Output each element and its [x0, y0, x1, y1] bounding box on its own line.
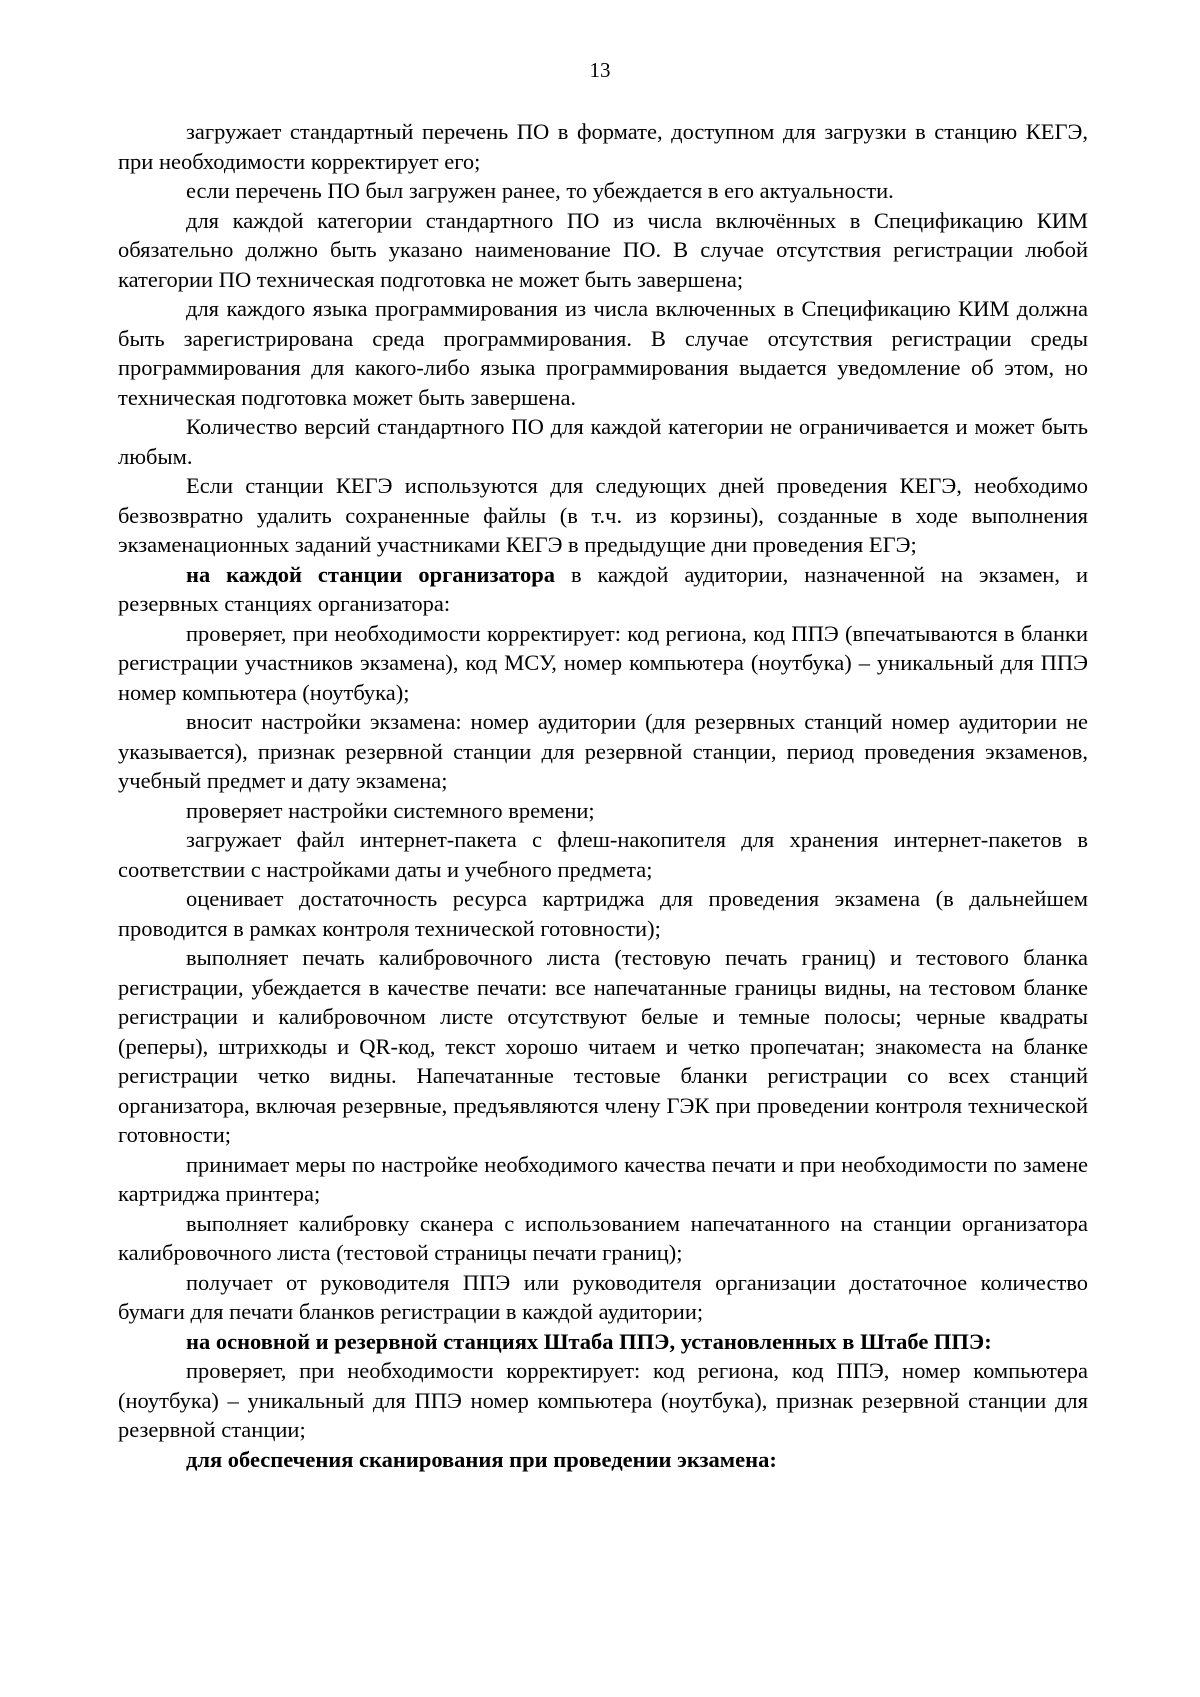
paragraph-text: в каждой аудитории, назначенной на экзамен, и резервных станциях организатора: — [118, 561, 1088, 616]
paragraph-calibration-print — [118, 943, 1088, 1150]
paragraph-text: проверяет настройки системного времени; — [186, 797, 595, 823]
paragraph-text: загружает стандартный перечень ПО в формате, доступном для загрузки в станцию КЕГЭ, при необходимости корректирует его; — [118, 119, 1088, 174]
paragraph-organizer-stations — [118, 560, 1088, 619]
paragraph-programming-environment — [118, 294, 1088, 412]
paragraph-scanner-calibration — [118, 1209, 1088, 1268]
paragraph-cartridge-resource — [118, 884, 1088, 943]
paragraph-text: выполняет печать калибровочного листа (тестовую печать границ) и тестового бланка регистрации, убеждается в качестве печати: все напечатанные границы видны, на тестовом бланке регистрации и калибровочном листе отсутствуют белые и темные полосы; черные квадраты (реперы), штрихкоды и QR-код, текст хорошо читаем и четко пропечатан; знакоместа на бланке регистрации четко видны. Напечатанные тестовые бланки регистрации со всех станций организатора, включая резервные, предъявляются члену ГЭК при проведении контроля технической готовности; — [118, 945, 1088, 1147]
paragraph-delete-files — [118, 471, 1088, 560]
page-number: 13 — [589, 58, 611, 82]
paragraph-internet-package — [118, 825, 1088, 884]
paragraph-text: проверяет, при необходимости корректирует: код региона, код ППЭ (впечатываются в бланки регистрации участников экзамена), код МСУ, номер компьютера (ноутбука) – уникальный для ППЭ номер компьютера (ноутбука); — [118, 620, 1088, 705]
paragraph-text: если перечень ПО был загружен ранее, то убеждается в его актуальности. — [186, 178, 894, 203]
paragraph-text: Количество версий стандартного ПО для каждой категории не ограничивается и может быть любым. — [118, 414, 1088, 469]
paragraph-scanning-heading — [118, 1445, 1088, 1475]
paragraph-text: загружает файл интернет-пакета с флеш-накопителя для хранения интернет-пакетов в соответствии с настройками даты и учебного предмета; — [118, 827, 1088, 882]
paragraph-check-region-code — [118, 619, 1088, 708]
document-body — [118, 117, 1088, 1474]
bold-heading: на основной и резервной станциях Штаба ППЭ, установленных в Штабе ППЭ: — [186, 1328, 992, 1354]
paragraph-check-relevance — [118, 176, 1088, 206]
paragraph-software-versions — [118, 412, 1088, 471]
paragraph-hq-stations — [118, 1327, 1088, 1357]
paragraph-paper-supply — [118, 1268, 1088, 1327]
paragraph-text: выполняет калибровку сканера с использованием напечатанного на станции организатора калибровочного листа (тестовой страницы печати границ); — [118, 1210, 1088, 1265]
paragraph-software-category — [118, 206, 1088, 295]
bold-heading: на каждой станции организатора — [186, 561, 555, 587]
paragraph-system-time — [118, 796, 1088, 826]
paragraph-print-quality — [118, 1150, 1088, 1209]
paragraph-text: получает от руководителя ППЭ или руководителя организации достаточное количество бумаги для печати бланков регистрации в каждой аудитории; — [118, 1269, 1088, 1324]
paragraph-hq-check-codes — [118, 1356, 1088, 1445]
paragraph-text: принимает меры по настройке необходимого качества печати и при необходимости по замене картриджа принтера; — [118, 1151, 1088, 1206]
paragraph-text: вносит настройки экзамена: номер аудитории (для резервных станций номер аудитории не указывается), признак резервной станции для резервной станции, период проведения экзаменов, учебный предмет и дату экзамена; — [118, 709, 1088, 793]
paragraph-text: для каждой категории стандартного ПО из числа включённых в Спецификацию КИМ обязательно должно быть указано наименование ПО. В случае отсутствия регистрации любой категории ПО техническая подготовка не может быть завершена; — [118, 207, 1088, 292]
paragraph-text: Если станции КЕГЭ используются для следующих дней проведения КЕГЭ, необходимо безвозвратно удалить сохраненные файлы (в т.ч. из корзины), созданные в ходе выполнения экзаменационных заданий участниками КЕГЭ в предыдущие дни проведения ЕГЭ; — [118, 473, 1088, 557]
paragraph-text: оценивает достаточность ресурса картриджа для проведения экзамена (в дальнейшем проводится в рамках контроля технической готовности); — [118, 886, 1088, 941]
bold-heading: для обеспечения сканирования при проведении экзамена: — [186, 1446, 777, 1472]
paragraph-text: проверяет, при необходимости корректирует: код региона, код ППЭ, номер компьютера (ноутбука) – уникальный для ППЭ номер компьютера (ноутбука), признак резервной станции для резервной станции; — [118, 1358, 1088, 1442]
paragraph-load-software-list — [118, 117, 1088, 176]
paragraph-exam-settings — [118, 707, 1088, 796]
paragraph-text: для каждого языка программирования из числа включенных в Спецификацию КИМ должна быть зарегистрирована среда программирования. В случае отсутствия регистрации среды программирования для какого-либо языка программирования выдается уведомление об этом, но техническая подготовка может быть завершена. — [118, 296, 1088, 410]
